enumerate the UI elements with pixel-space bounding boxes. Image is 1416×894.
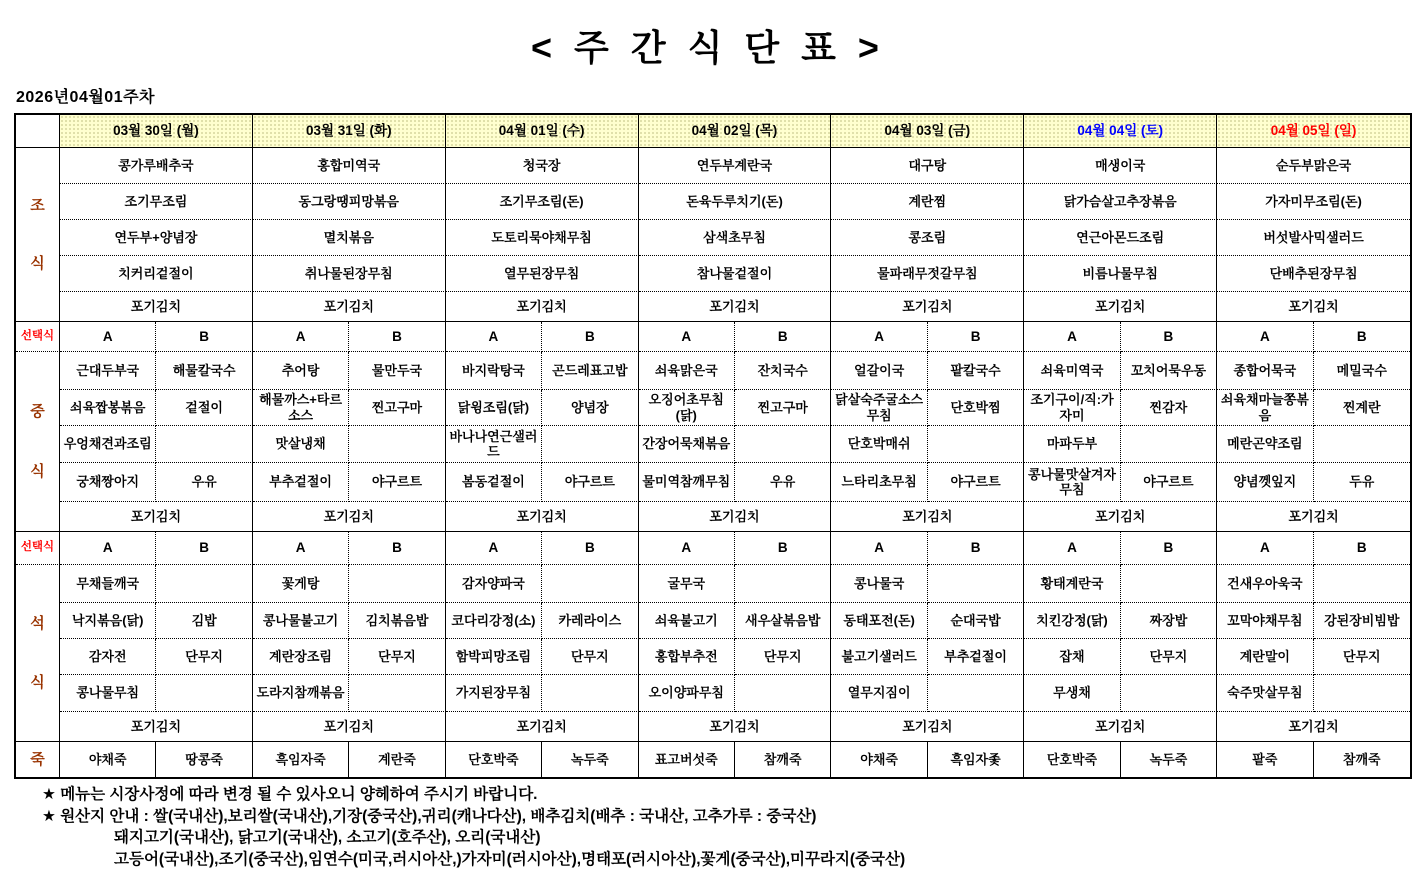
dinner-kimchi-cell: 포기김치 bbox=[60, 712, 253, 742]
dinner-b-menu-cell: 단무지 bbox=[1121, 639, 1217, 675]
lunch-b-menu-cell: 찐고구마 bbox=[349, 390, 445, 426]
day-header: 03월 30일 (월) bbox=[60, 115, 253, 148]
lunch-a-menu-cell: 바나나연근샐러드 bbox=[446, 426, 542, 463]
choice-option-a: A bbox=[446, 322, 542, 352]
porridge-cell: 팥죽 bbox=[1217, 742, 1313, 777]
breakfast-menu-cell: 취나물된장무침 bbox=[253, 256, 446, 292]
breakfast-menu-cell: 삼색초무침 bbox=[639, 220, 832, 256]
lunch-a-menu-cell: 맛살냉채 bbox=[253, 426, 349, 463]
dinner-a-menu-cell: 쇠육불고기 bbox=[639, 603, 735, 639]
dinner-b-menu-cell bbox=[735, 565, 831, 603]
breakfast-menu-cell: 콩가루배추국 bbox=[60, 148, 253, 184]
choice-row-label: 선택식 bbox=[16, 532, 60, 565]
dinner-a-menu-cell: 숙주맛살무침 bbox=[1217, 675, 1313, 712]
lunch-a-menu-cell: 콩나물맛살겨자무침 bbox=[1024, 463, 1120, 502]
choice-option-a: A bbox=[1024, 532, 1120, 565]
choice-option-b: B bbox=[1314, 532, 1410, 565]
choice-option-b: B bbox=[542, 322, 638, 352]
dinner-a-menu-cell: 잡채 bbox=[1024, 639, 1120, 675]
dinner-a-menu-cell: 도라지참깨볶음 bbox=[253, 675, 349, 712]
dinner-kimchi-cell: 포기김치 bbox=[831, 712, 1024, 742]
breakfast-menu-cell: 대구탕 bbox=[831, 148, 1024, 184]
lunch-b-menu-cell: 겉절이 bbox=[156, 390, 252, 426]
dinner-b-menu-cell: 짜장밥 bbox=[1121, 603, 1217, 639]
dinner-b-menu-cell: 새우살볶음밥 bbox=[735, 603, 831, 639]
dinner-b-menu-cell bbox=[1314, 565, 1410, 603]
dinner-b-menu-cell bbox=[928, 675, 1024, 712]
lunch-b-menu-cell bbox=[542, 426, 638, 463]
dinner-a-menu-cell: 감자양파국 bbox=[446, 565, 542, 603]
choice-option-a: A bbox=[253, 322, 349, 352]
lunch-b-menu-cell: 야구르트 bbox=[928, 463, 1024, 502]
footer-notes bbox=[42, 784, 905, 870]
breakfast-menu-cell: 도토리묵야채무침 bbox=[446, 220, 639, 256]
lunch-a-menu-cell: 단호박매쉬 bbox=[831, 426, 927, 463]
breakfast-menu-cell: 가자미무조림(돈) bbox=[1217, 184, 1410, 220]
porridge-cell: 흑임자좇 bbox=[928, 742, 1024, 777]
lunch-b-menu-cell: 팥칼국수 bbox=[928, 352, 1024, 390]
dinner-b-menu-cell bbox=[349, 565, 445, 603]
lunch-kimchi-cell: 포기김치 bbox=[253, 502, 446, 532]
dinner-a-menu-cell: 꼬막야채무침 bbox=[1217, 603, 1313, 639]
porridge-cell: 야채죽 bbox=[60, 742, 156, 777]
page-title: < 주 간 식 단 표 > bbox=[531, 27, 885, 68]
breakfast-menu-cell: 매생이국 bbox=[1024, 148, 1217, 184]
dinner-a-menu-cell: 무생채 bbox=[1024, 675, 1120, 712]
choice-option-b: B bbox=[156, 532, 252, 565]
choice-option-a: A bbox=[60, 532, 156, 565]
breakfast-menu-cell: 콩조림 bbox=[831, 220, 1024, 256]
section-label-porridge: 죽 bbox=[16, 742, 60, 777]
lunch-a-menu-cell: 쇠육맑은국 bbox=[639, 352, 735, 390]
lunch-b-menu-cell: 찐계란 bbox=[1314, 390, 1410, 426]
day-header: 04월 01일 (수) bbox=[446, 115, 639, 148]
lunch-a-menu-cell: 종합어묵국 bbox=[1217, 352, 1313, 390]
lunch-kimchi-cell: 포기김치 bbox=[446, 502, 639, 532]
porridge-cell: 단호박죽 bbox=[446, 742, 542, 777]
lunch-a-menu-cell: 마파두부 bbox=[1024, 426, 1120, 463]
choice-option-a: A bbox=[446, 532, 542, 565]
breakfast-menu-cell: 치커리겉절이 bbox=[60, 256, 253, 292]
lunch-b-menu-cell bbox=[156, 426, 252, 463]
lunch-a-menu-cell: 쇠육채마늘쫑볶음 bbox=[1217, 390, 1313, 426]
breakfast-menu-cell: 버섯발사믹샐러드 bbox=[1217, 220, 1410, 256]
breakfast-menu-cell: 닭가슴살고추장볶음 bbox=[1024, 184, 1217, 220]
lunch-b-menu-cell: 단호박찜 bbox=[928, 390, 1024, 426]
corner-cell bbox=[16, 115, 60, 148]
lunch-b-menu-cell bbox=[349, 426, 445, 463]
breakfast-menu-cell: 홍합미역국 bbox=[253, 148, 446, 184]
lunch-a-menu-cell: 닭살숙주굴소스무침 bbox=[831, 390, 927, 426]
lunch-a-menu-cell: 조기구이/직:가자미 bbox=[1024, 390, 1120, 426]
choice-option-b: B bbox=[1121, 322, 1217, 352]
porridge-cell: 참깨죽 bbox=[735, 742, 831, 777]
week-label: 2026년04월01주차 bbox=[16, 89, 156, 106]
lunch-kimchi-cell: 포기김치 bbox=[60, 502, 253, 532]
lunch-b-menu-cell: 야구르트 bbox=[542, 463, 638, 502]
section-label-lunch: 중 식 bbox=[16, 352, 60, 532]
choice-option-b: B bbox=[1314, 322, 1410, 352]
dinner-a-menu-cell: 감자전 bbox=[60, 639, 156, 675]
breakfast-menu-cell: 포기김치 bbox=[1217, 292, 1410, 322]
choice-option-b: B bbox=[542, 532, 638, 565]
lunch-a-menu-cell: 해물까스+타르소스 bbox=[253, 390, 349, 426]
dinner-b-menu-cell bbox=[1121, 675, 1217, 712]
dinner-a-menu-cell: 홍합부추전 bbox=[639, 639, 735, 675]
dinner-a-menu-cell: 낙지볶음(닭) bbox=[60, 603, 156, 639]
lunch-b-menu-cell: 꼬치어묵우동 bbox=[1121, 352, 1217, 390]
dinner-a-menu-cell: 꽃게탕 bbox=[253, 565, 349, 603]
breakfast-menu-cell: 포기김치 bbox=[639, 292, 832, 322]
dinner-b-menu-cell: 단무지 bbox=[735, 639, 831, 675]
lunch-b-menu-cell bbox=[735, 426, 831, 463]
dinner-a-menu-cell: 코다리강정(소) bbox=[446, 603, 542, 639]
dinner-b-menu-cell: 순대국밥 bbox=[928, 603, 1024, 639]
dinner-kimchi-cell: 포기김치 bbox=[1024, 712, 1217, 742]
footer-note-origin-fish: 고등어(국내산),조기(중국산),임연수(미국,러시아산,)가자미(러시아산),명태포(러시아산),꽃게(중국산),미꾸라지(중국산) bbox=[114, 850, 906, 868]
dinner-a-menu-cell: 황태계란국 bbox=[1024, 565, 1120, 603]
porridge-cell: 계란죽 bbox=[349, 742, 445, 777]
choice-option-a: A bbox=[639, 322, 735, 352]
section-label-dinner: 석 식 bbox=[16, 565, 60, 742]
footer-note-menu-change: ★ 메뉴는 시장사정에 따라 변경 될 수 있사오니 양헤하여 주시기 바랍니다. bbox=[42, 786, 538, 803]
choice-option-a: A bbox=[253, 532, 349, 565]
choice-option-b: B bbox=[928, 322, 1024, 352]
dinner-a-menu-cell: 콩나물국 bbox=[831, 565, 927, 603]
choice-option-a: A bbox=[1024, 322, 1120, 352]
porridge-cell: 녹두죽 bbox=[1121, 742, 1217, 777]
lunch-b-menu-cell: 우유 bbox=[156, 463, 252, 502]
lunch-a-menu-cell: 쇠육짭봉볶음 bbox=[60, 390, 156, 426]
choice-option-b: B bbox=[1121, 532, 1217, 565]
breakfast-menu-cell: 포기김치 bbox=[446, 292, 639, 322]
dinner-a-menu-cell: 치킨강정(닭) bbox=[1024, 603, 1120, 639]
breakfast-menu-cell: 열무된장무침 bbox=[446, 256, 639, 292]
dinner-b-menu-cell: 단무지 bbox=[349, 639, 445, 675]
dinner-b-menu-cell: 부추겉절이 bbox=[928, 639, 1024, 675]
dinner-a-menu-cell: 동태포전(돈) bbox=[831, 603, 927, 639]
lunch-kimchi-cell: 포기김치 bbox=[1217, 502, 1410, 532]
dinner-b-menu-cell bbox=[156, 675, 252, 712]
dinner-b-menu-cell: 김밥 bbox=[156, 603, 252, 639]
dinner-a-menu-cell: 오이양파무침 bbox=[639, 675, 735, 712]
section-label-breakfast: 조 식 bbox=[16, 148, 60, 322]
lunch-b-menu-cell: 야구르트 bbox=[349, 463, 445, 502]
choice-option-a: A bbox=[831, 322, 927, 352]
porridge-cell: 단호박죽 bbox=[1024, 742, 1120, 777]
breakfast-menu-cell: 돈육두루치기(돈) bbox=[639, 184, 832, 220]
lunch-b-menu-cell: 잔치국수 bbox=[735, 352, 831, 390]
dinner-a-menu-cell: 가지된장무침 bbox=[446, 675, 542, 712]
breakfast-menu-cell: 멸치볶음 bbox=[253, 220, 446, 256]
lunch-a-menu-cell: 추어탕 bbox=[253, 352, 349, 390]
weekly-menu-table bbox=[14, 113, 1412, 779]
lunch-a-menu-cell: 양념껫잎지 bbox=[1217, 463, 1313, 502]
footer-note-origin: ★ 원산지 안내 : 쌀(국내산),보리쌀(국내산),기장(중국산),귀리(캐나다산), 배추김치(배추 : 국내산, 고추가루 : 중국산) bbox=[42, 807, 817, 825]
lunch-kimchi-cell: 포기김치 bbox=[639, 502, 832, 532]
lunch-a-menu-cell: 부추겉절이 bbox=[253, 463, 349, 502]
dinner-a-menu-cell: 굴무국 bbox=[639, 565, 735, 603]
lunch-b-menu-cell: 메밀국수 bbox=[1314, 352, 1410, 390]
lunch-b-menu-cell: 찐고구마 bbox=[735, 390, 831, 426]
lunch-a-menu-cell: 쇠육미역국 bbox=[1024, 352, 1120, 390]
choice-option-b: B bbox=[735, 322, 831, 352]
dinner-b-menu-cell bbox=[735, 675, 831, 712]
choice-option-a: A bbox=[1217, 532, 1313, 565]
porridge-cell: 녹두죽 bbox=[542, 742, 638, 777]
dinner-a-menu-cell: 콩나물무침 bbox=[60, 675, 156, 712]
porridge-cell: 야채죽 bbox=[831, 742, 927, 777]
lunch-b-menu-cell bbox=[928, 426, 1024, 463]
dinner-a-menu-cell: 계란말이 bbox=[1217, 639, 1313, 675]
porridge-cell: 참깨죽 bbox=[1342, 751, 1381, 767]
dinner-a-menu-cell: 계란장조림 bbox=[253, 639, 349, 675]
lunch-b-menu-cell: 곤드레표고밥 bbox=[542, 352, 638, 390]
breakfast-menu-cell: 계란찜 bbox=[831, 184, 1024, 220]
choice-option-a: A bbox=[1217, 322, 1313, 352]
lunch-a-menu-cell: 물미역참깨무침 bbox=[639, 463, 735, 502]
day-header: 04월 02일 (목) bbox=[639, 115, 832, 148]
dinner-b-menu-cell: 김치볶음밥 bbox=[349, 603, 445, 639]
choice-option-b: B bbox=[928, 532, 1024, 565]
choice-option-a: A bbox=[831, 532, 927, 565]
dinner-b-menu-cell bbox=[156, 565, 252, 603]
dinner-a-menu-cell: 콩나물불고기 bbox=[253, 603, 349, 639]
dinner-b-menu-cell bbox=[1121, 565, 1217, 603]
lunch-b-menu-cell: 우유 bbox=[735, 463, 831, 502]
lunch-a-menu-cell: 느타리초무침 bbox=[831, 463, 927, 502]
choice-option-a: A bbox=[60, 322, 156, 352]
lunch-b-menu-cell bbox=[1314, 426, 1410, 463]
choice-option-b: B bbox=[156, 322, 252, 352]
footer-note-origin-meat: 돼지고기(국내산), 닭고기(국내산), 소고기(호주산), 오리(국내산) bbox=[114, 829, 541, 846]
day-header: 04월 03일 (금) bbox=[831, 115, 1024, 148]
dinner-b-menu-cell bbox=[542, 675, 638, 712]
breakfast-menu-cell: 포기김치 bbox=[831, 292, 1024, 322]
dinner-a-menu-cell: 무채들깨국 bbox=[60, 565, 156, 603]
breakfast-menu-cell: 참나물겉절이 bbox=[639, 256, 832, 292]
lunch-b-menu-cell: 야구르트 bbox=[1121, 463, 1217, 502]
lunch-b-menu-cell: 해물칼국수 bbox=[156, 352, 252, 390]
breakfast-menu-cell: 비름나물무침 bbox=[1024, 256, 1217, 292]
lunch-a-menu-cell: 닭윙조림(닭) bbox=[446, 390, 542, 426]
choice-option-b: B bbox=[349, 532, 445, 565]
breakfast-menu-cell: 포기김치 bbox=[253, 292, 446, 322]
lunch-kimchi-cell: 포기김치 bbox=[831, 502, 1024, 532]
breakfast-menu-cell: 조기무조림(돈) bbox=[446, 184, 639, 220]
porridge-cell: 땅콩죽 bbox=[156, 742, 252, 777]
dinner-b-menu-cell: 강된장비빔밥 bbox=[1314, 603, 1410, 639]
lunch-kimchi-cell: 포기김치 bbox=[1024, 502, 1217, 532]
porridge-cell: 흑임자죽 bbox=[253, 742, 349, 777]
dinner-a-menu-cell: 건새우아욱국 bbox=[1217, 565, 1313, 603]
choice-option-b: B bbox=[735, 532, 831, 565]
breakfast-menu-cell: 물파래무젓갈무침 bbox=[831, 256, 1024, 292]
lunch-b-menu-cell: 찐감자 bbox=[1121, 390, 1217, 426]
dinner-b-menu-cell bbox=[928, 565, 1024, 603]
breakfast-menu-cell: 순두부맑은국 bbox=[1217, 148, 1410, 184]
dinner-kimchi-cell: 포기김치 bbox=[639, 712, 832, 742]
breakfast-menu-cell: 연두부계란국 bbox=[639, 148, 832, 184]
day-header: 04월 04일 (토) bbox=[1024, 115, 1217, 148]
dinner-b-menu-cell bbox=[542, 565, 638, 603]
day-header: 03월 31일 (화) bbox=[253, 115, 446, 148]
lunch-a-menu-cell: 메란곤약조림 bbox=[1217, 426, 1313, 463]
dinner-a-menu-cell: 함박피망조림 bbox=[446, 639, 542, 675]
choice-option-a: A bbox=[639, 532, 735, 565]
lunch-a-menu-cell: 간장어묵채볶음 bbox=[639, 426, 735, 463]
breakfast-menu-cell: 단배추된장무침 bbox=[1217, 256, 1410, 292]
lunch-a-menu-cell: 근대두부국 bbox=[60, 352, 156, 390]
dinner-a-menu-cell: 열무지짐이 bbox=[831, 675, 927, 712]
dinner-b-menu-cell: 단무지 bbox=[542, 639, 638, 675]
breakfast-menu-cell: 포기김치 bbox=[1024, 292, 1217, 322]
lunch-b-menu-cell bbox=[1121, 426, 1217, 463]
lunch-a-menu-cell: 봄동겉절이 bbox=[446, 463, 542, 502]
dinner-kimchi-cell: 포기김치 bbox=[253, 712, 446, 742]
breakfast-menu-cell: 연두부+양념장 bbox=[60, 220, 253, 256]
dinner-b-menu-cell: 카레라이스 bbox=[542, 603, 638, 639]
breakfast-menu-cell: 조기무조림 bbox=[60, 184, 253, 220]
breakfast-menu-cell: 연근아몬드조림 bbox=[1024, 220, 1217, 256]
breakfast-menu-cell: 청국장 bbox=[446, 148, 639, 184]
dinner-b-menu-cell bbox=[349, 675, 445, 712]
lunch-a-menu-cell: 궁채짱아지 bbox=[60, 463, 156, 502]
lunch-a-menu-cell: 바지락탕국 bbox=[446, 352, 542, 390]
lunch-a-menu-cell: 우엉채견과조림 bbox=[60, 426, 156, 463]
choice-option-b: B bbox=[349, 322, 445, 352]
lunch-b-menu-cell: 물만두국 bbox=[349, 352, 445, 390]
dinner-kimchi-cell: 포기김치 bbox=[1217, 712, 1410, 742]
choice-row-label: 선택식 bbox=[16, 322, 60, 352]
breakfast-menu-cell: 동그랑땡피망볶음 bbox=[253, 184, 446, 220]
day-header: 04월 05일 (일) bbox=[1217, 115, 1410, 148]
lunch-b-menu-cell: 두유 bbox=[1314, 463, 1410, 502]
dinner-b-menu-cell: 단무지 bbox=[1314, 639, 1410, 675]
dinner-kimchi-cell: 포기김치 bbox=[446, 712, 639, 742]
dinner-b-menu-cell bbox=[1314, 675, 1410, 712]
lunch-b-menu-cell: 양념장 bbox=[542, 390, 638, 426]
lunch-a-menu-cell: 오징어초무침(닭) bbox=[639, 390, 735, 426]
dinner-a-menu-cell: 불고기샐러드 bbox=[831, 639, 927, 675]
lunch-a-menu-cell: 얼갈이국 bbox=[831, 352, 927, 390]
porridge-cell: 표고버섯죽 bbox=[639, 742, 735, 777]
breakfast-menu-cell: 포기김치 bbox=[60, 292, 253, 322]
dinner-b-menu-cell: 단무지 bbox=[156, 639, 252, 675]
